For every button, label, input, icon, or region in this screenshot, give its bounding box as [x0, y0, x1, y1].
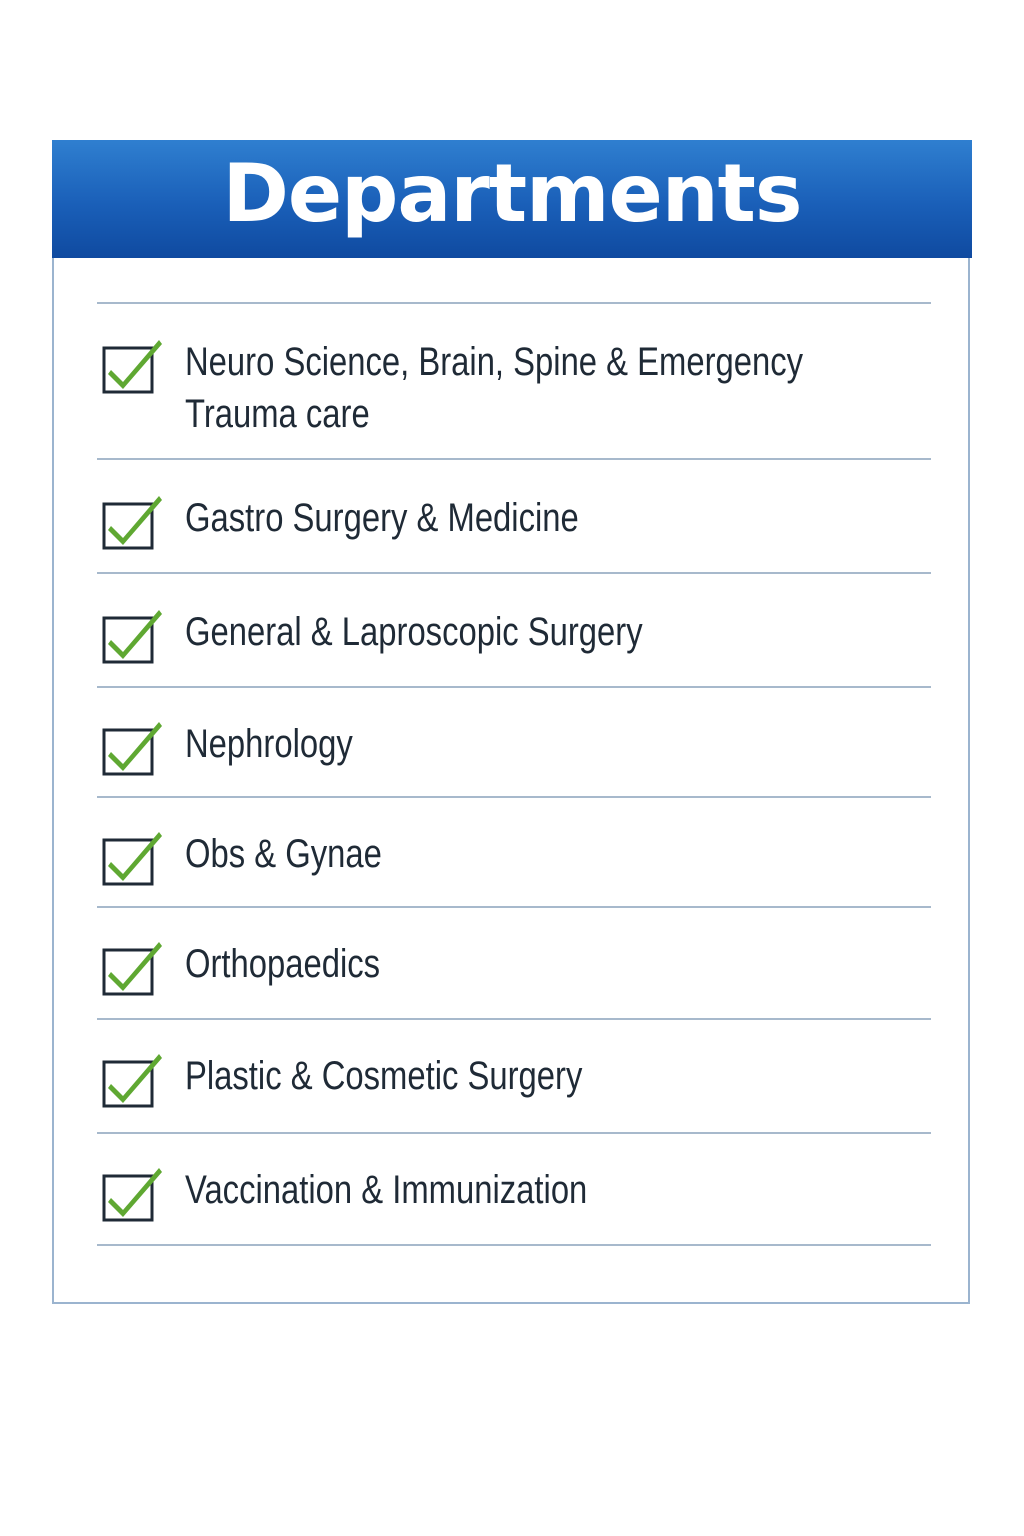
list-item: [97, 1020, 931, 1134]
department-label: Vaccination & Immunization: [185, 1168, 588, 1212]
checkbox-checked-icon: [101, 1164, 165, 1224]
department-label: Obs & Gynae: [185, 832, 382, 876]
list-item: [97, 688, 931, 798]
list-item: [97, 908, 931, 1020]
list-item: [97, 798, 931, 908]
department-label: Gastro Surgery & Medicine: [185, 496, 579, 540]
list-item: [97, 1134, 931, 1246]
checkbox-checked-icon: [101, 606, 165, 666]
department-label: Nephrology: [185, 722, 353, 766]
department-label: Orthopaedics: [185, 942, 381, 986]
department-label: Plastic & Cosmetic Surgery: [185, 1054, 583, 1098]
department-label: Neuro Science, Brain, Spine & Emergency Trauma care: [185, 340, 804, 436]
list-item: [97, 460, 931, 574]
list-item: [97, 574, 931, 688]
list-item: [97, 304, 931, 460]
department-label: General & Laproscopic Surgery: [185, 610, 643, 654]
checkbox-checked-icon: [101, 828, 165, 888]
card-header: [52, 140, 972, 258]
checkbox-checked-icon: [101, 938, 165, 998]
departments-list: [97, 302, 931, 1246]
checkbox-checked-icon: [101, 492, 165, 552]
departments-card: [52, 140, 970, 1304]
checkbox-checked-icon: [101, 1050, 165, 1110]
checkbox-checked-icon: [101, 718, 165, 778]
checkbox-checked-icon: [101, 336, 165, 396]
page-title: Departments: [222, 147, 802, 240]
